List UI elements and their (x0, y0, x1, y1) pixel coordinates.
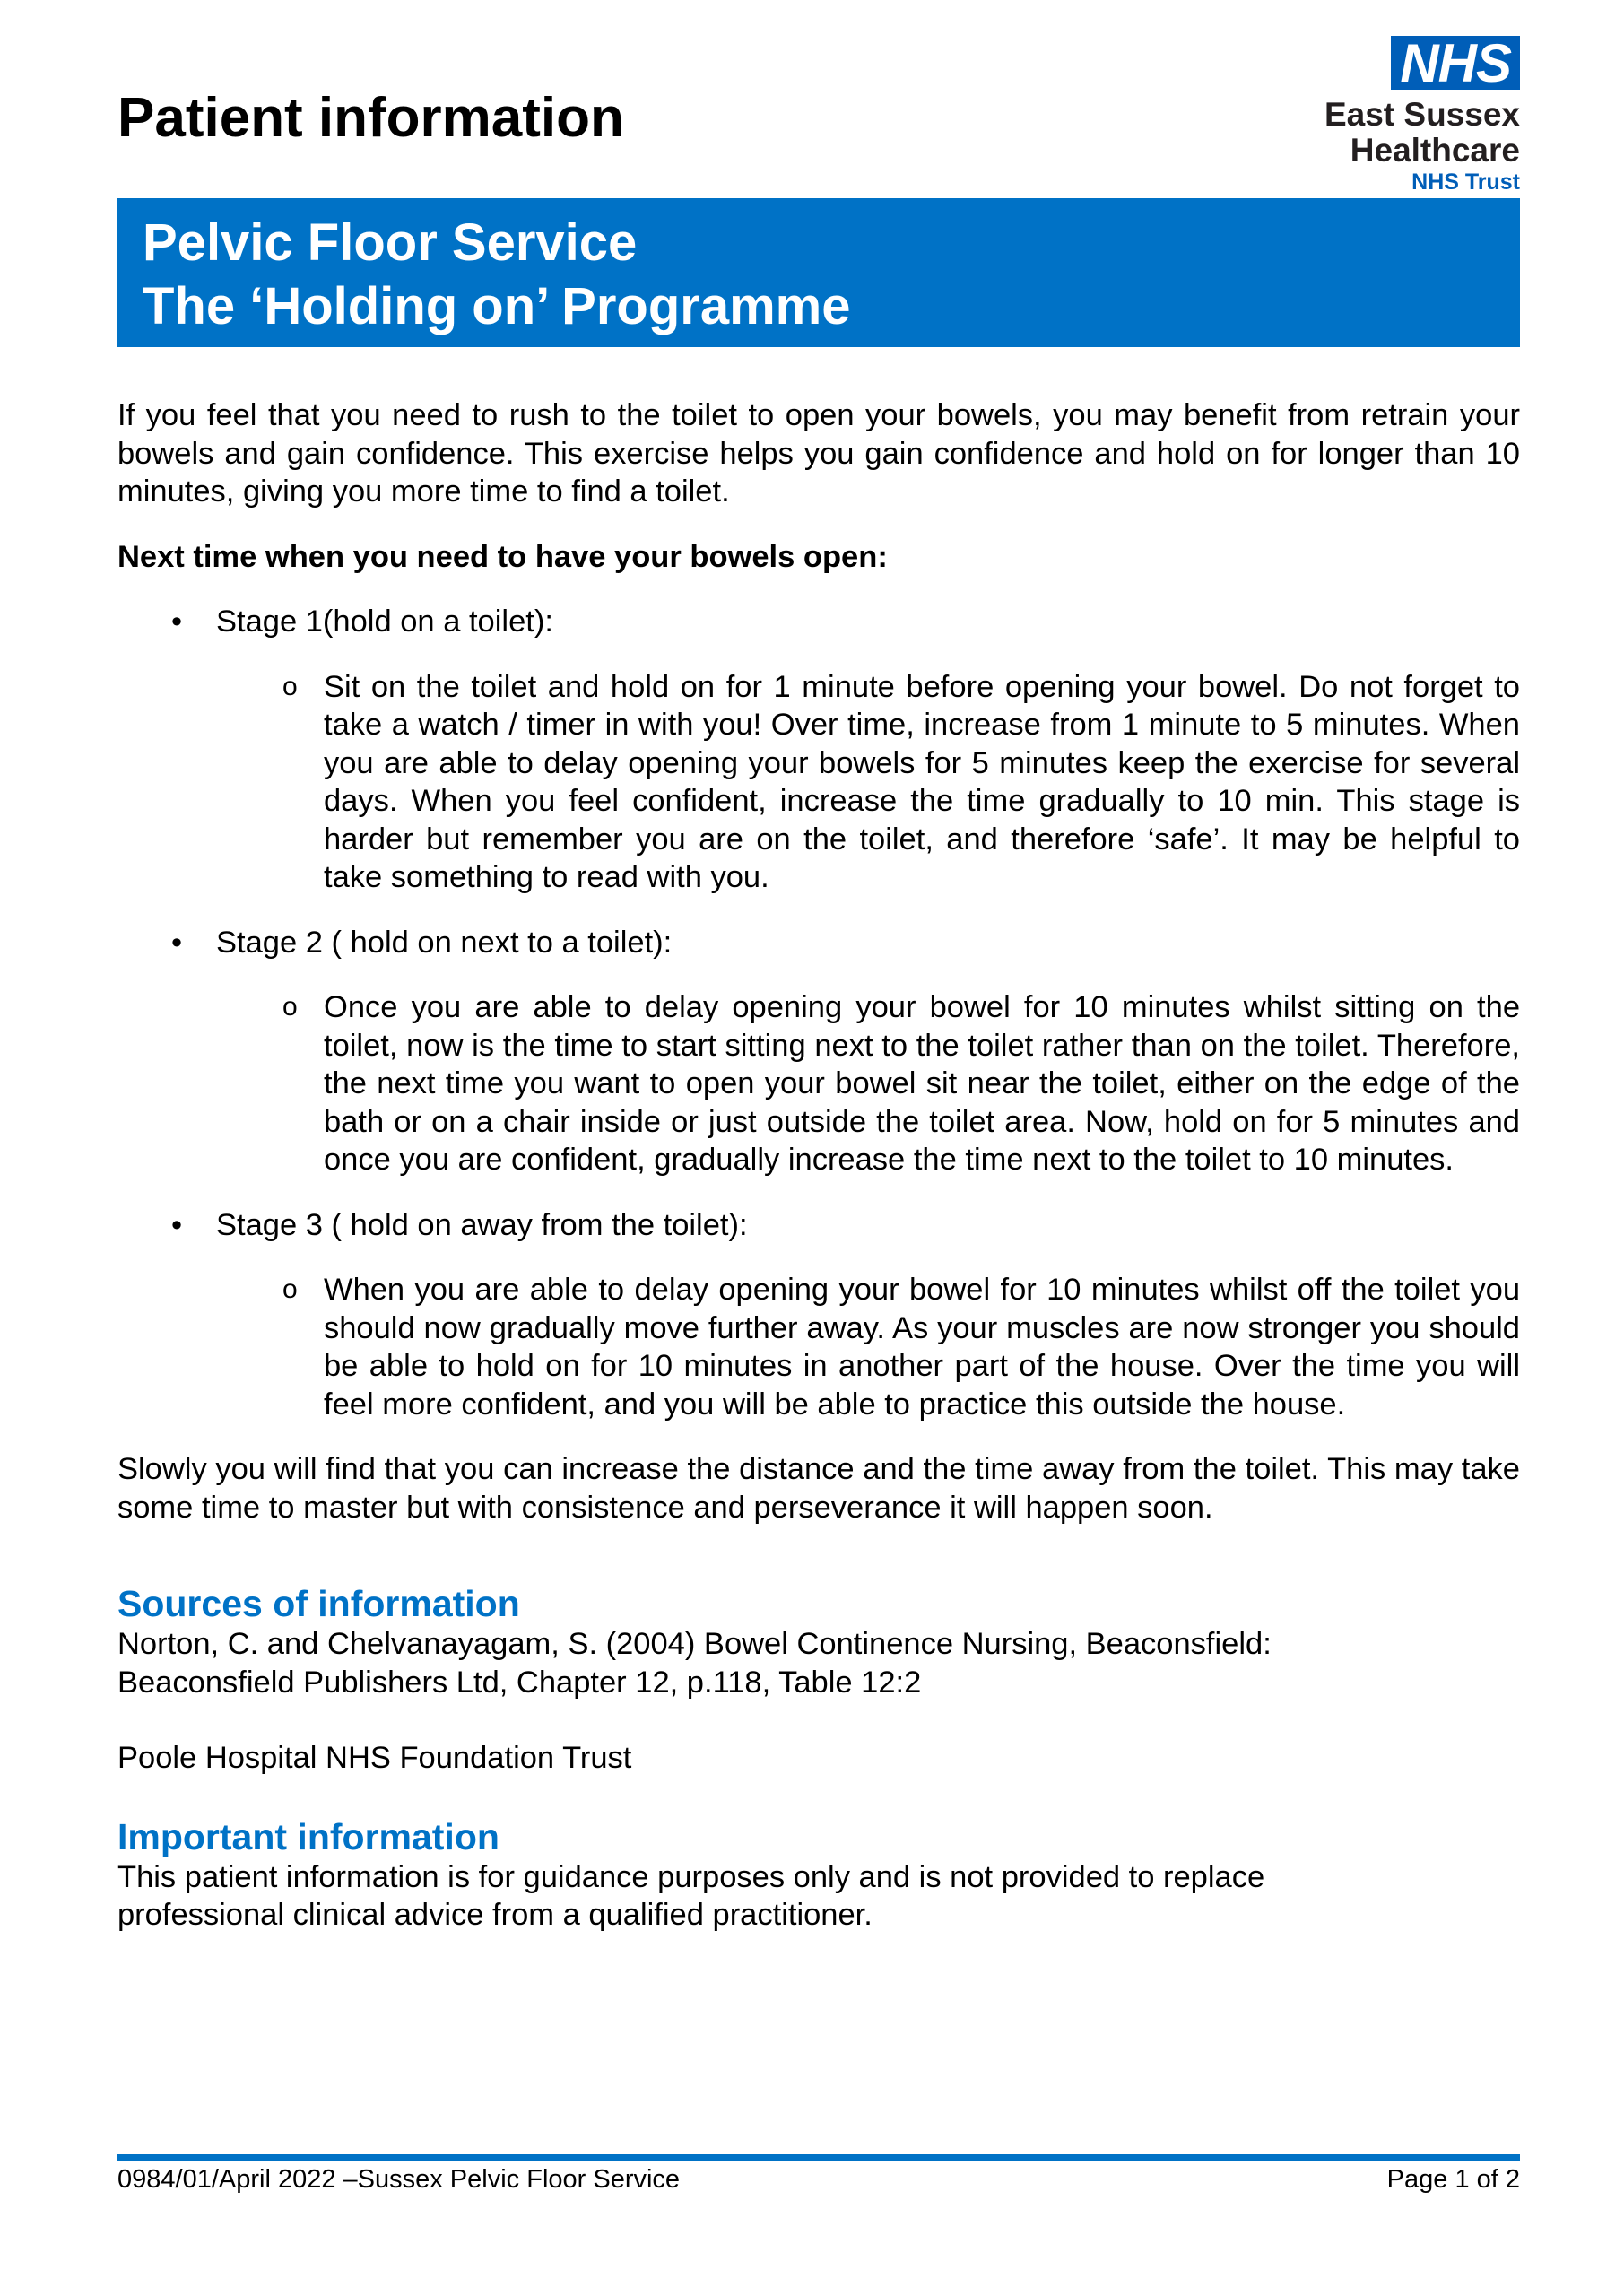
footer-divider (117, 2154, 1520, 2161)
important-line-2: professional clinical advice from a qualified practitioner. (117, 1898, 873, 1932)
title-line-2: The ‘Holding on’ Programme (143, 277, 851, 335)
closing-paragraph: Slowly you will find that you can increase the distance and the time away from the toilet. This may take some time to master but with consistence and perseverance it will happen soon. (117, 1452, 1520, 1525)
bullet-icon: • (171, 1207, 183, 1242)
circle-bullet-icon: o (282, 992, 298, 1022)
main-content (117, 396, 1520, 1935)
stage-label: Stage 1(hold on a toilet): (216, 604, 553, 639)
title-line-1: Pelvic Floor Service (143, 213, 638, 272)
footer-reference: 0984/01/April 2022 –Sussex Pelvic Floor Service (117, 2165, 681, 2194)
sources-heading: Sources of information (117, 1583, 520, 1624)
stage-label: Stage 3 ( hold on away from the toilet): (216, 1207, 748, 1242)
reference-line-2: Beaconsfield Publishers Ltd, Chapter 12, p.118, Table 12:2 (117, 1665, 922, 1700)
stage-2-detail (282, 988, 1520, 1179)
stage-detail-text: When you are able to delay opening your bowel for 10 minutes whilst off the toilet you should now gradually move further away. As your muscles are now stronger you should be able to hold on for 10 minutes in another part of the house. Over the time you will feel more confident, and you will be able to practice this outside the house. (324, 1273, 1520, 1422)
important-line-1: This patient information is for guidance purposes only and is not provided to replace (117, 1859, 1265, 1894)
nhs-logo (1161, 33, 1520, 196)
stage-3 (117, 1206, 1520, 1245)
nhs-organisation-name: East Sussex Healthcare (1324, 96, 1520, 169)
bullet-icon: • (171, 604, 183, 639)
stage-label: Stage 2 ( hold on next to a toilet): (216, 925, 673, 960)
bullet-icon: • (171, 925, 183, 960)
intro-paragraph: If you feel that you need to rush to the toilet to open your bowels, you may benefit from retrain your bowels and gain confidence. This exercise helps you gain confidence and hold on for longer than 10 minutes, giving you more time to find a toilet. (117, 398, 1520, 509)
stage-1 (117, 603, 1520, 641)
document-type-heading: Patient information (117, 87, 624, 149)
stage-detail-text: Once you are able to delay opening your bowel for 10 minutes whilst sitting on the toilet, now is the time to start sitting next to the toilet rather than on the toilet. Therefore, the next time you want to open your bowel sit near the toilet, either on the edge of the bath or on a chair inside or just outside the toilet area. Now, hold on for 5 minutes and once you are confident, gradually increase the time next to the toilet to 10 minutes. (324, 990, 1520, 1177)
important-heading: Important information (117, 1815, 499, 1857)
source-organisation: Poole Hospital NHS Foundation Trust (117, 1741, 632, 1775)
circle-bullet-icon: o (282, 1274, 298, 1304)
lead-statement: Next time when you need to have your bowels open: (117, 539, 888, 574)
page-number: Page 1 of 2 (1386, 2165, 1520, 2194)
nhs-trust-label: NHS Trust (1411, 170, 1520, 195)
title-banner (117, 198, 1520, 347)
stage-detail-text: Sit on the toilet and hold on for 1 minute before opening your bowel. Do not forget to take a watch / timer in with you! Over time, increase from 1 minute to 5 minutes. When you are able to delay opening your bowels for 5 minutes keep the exercise for several days. When you feel confident, increase the time gradually to 10 min. This stage is harder but remember you are on the toilet, and therefore ‘safe’. It may be helpful to take something to read with you. (324, 669, 1520, 894)
circle-bullet-icon: o (282, 671, 298, 701)
stage-3-detail (282, 1271, 1520, 1423)
stage-1-detail (282, 668, 1520, 897)
reference-line-1: Norton, C. and Chelvanayagam, S. (2004) Bowel Continence Nursing, Beaconsfield: (117, 1627, 1272, 1661)
stage-2 (117, 924, 1520, 962)
nhs-logo-mark: NHS (1391, 36, 1520, 90)
